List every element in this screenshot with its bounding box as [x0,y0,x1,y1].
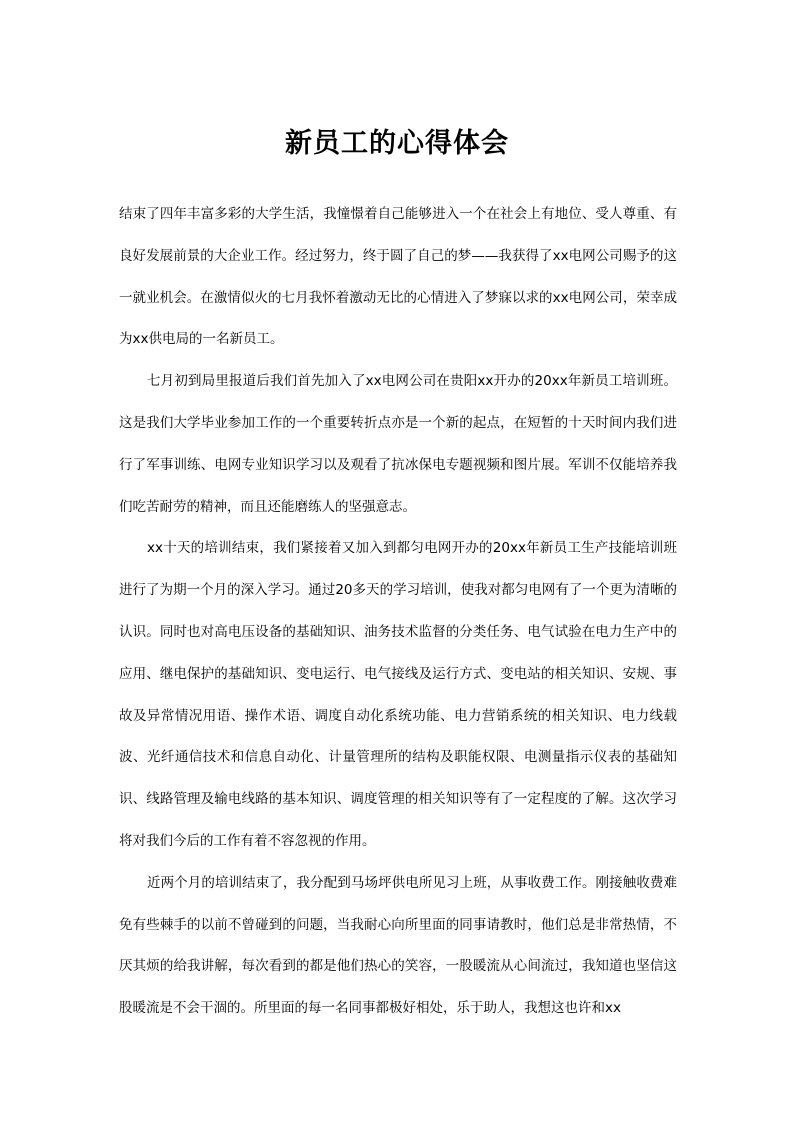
paragraph-1: 结束了四年丰富多彩的大学生活，我憧憬着自己能够进入一个在社会上有地位、受人尊重、有良好发展前景的大企业工作。经过努力，终于圆了自己的梦——我获得了xx电网公司赐予的这一就业机会。在激情似火的七月我怀着激动无比的心情进入了梦寐以求的xx电网公司，荣幸成为xx供电局的一名新员工。 [119,206,677,348]
paragraph-4: 近两个月的培训结束了，我分配到马场坪供电所见习上班，从事收费工作。刚接触收费难免有些棘手的以前不曾碰到的问题，当我耐心向所里面的同事请教时，他们总是非常热情，不厌其烦的给我讲解，每次看到的都是他们热心的笑容，一股暖流从心间流过，我知道也坚信这股暖流是不会干涸的。所里面的每一名同事都极好相处，乐于助人，我想这也许和xx [119,874,677,1017]
paragraph-3: xx十天的培训结束，我们紧接着又加入到都匀电网开办的20xx年新员工生产技能培训班进行了为期一个月的深入学习。通过20多天的学习培训，使我对都匀电网有了一个更为清晰的认识。同时也对高电压设备的基础知识、油务技术监督的分类任务、电气试验在电力生产中的应用、继电保护的基础知识、变电运行、电气接线及运行方式、变电站的相关知识、安规、事故及异常情况用语、操作术语、调度自动化系统功能、电力营销系统的相关知识、电力线载波、光纤通信技术和信息自动化、计量管理所的结构及职能权限、电测量指示仪表的基础知识、线路管理及输电线路的基本知识、调度管理的相关知识等有了一定程度的了解。这次学习将对我们今后的工作有着不容忽视的作用。 [119,540,677,849]
document-title: 新员工的心得体会 [285,128,509,159]
document-body [119,194,677,1030]
paragraph-2: 七月初到局里报道后我们首先加入了xx电网公司在贵阳xx开办的20xx年新员工培训班。这是我们大学毕业参加工作的一个重要转折点亦是一个新的起点，在短暂的十天时间内我们进行了军事训练、电网专业知识学习以及观看了抗冰保电专题视频和图片展。军训不仅能培养我们吃苦耐劳的精神，而且还能磨练人的坚强意志。 [119,373,677,515]
